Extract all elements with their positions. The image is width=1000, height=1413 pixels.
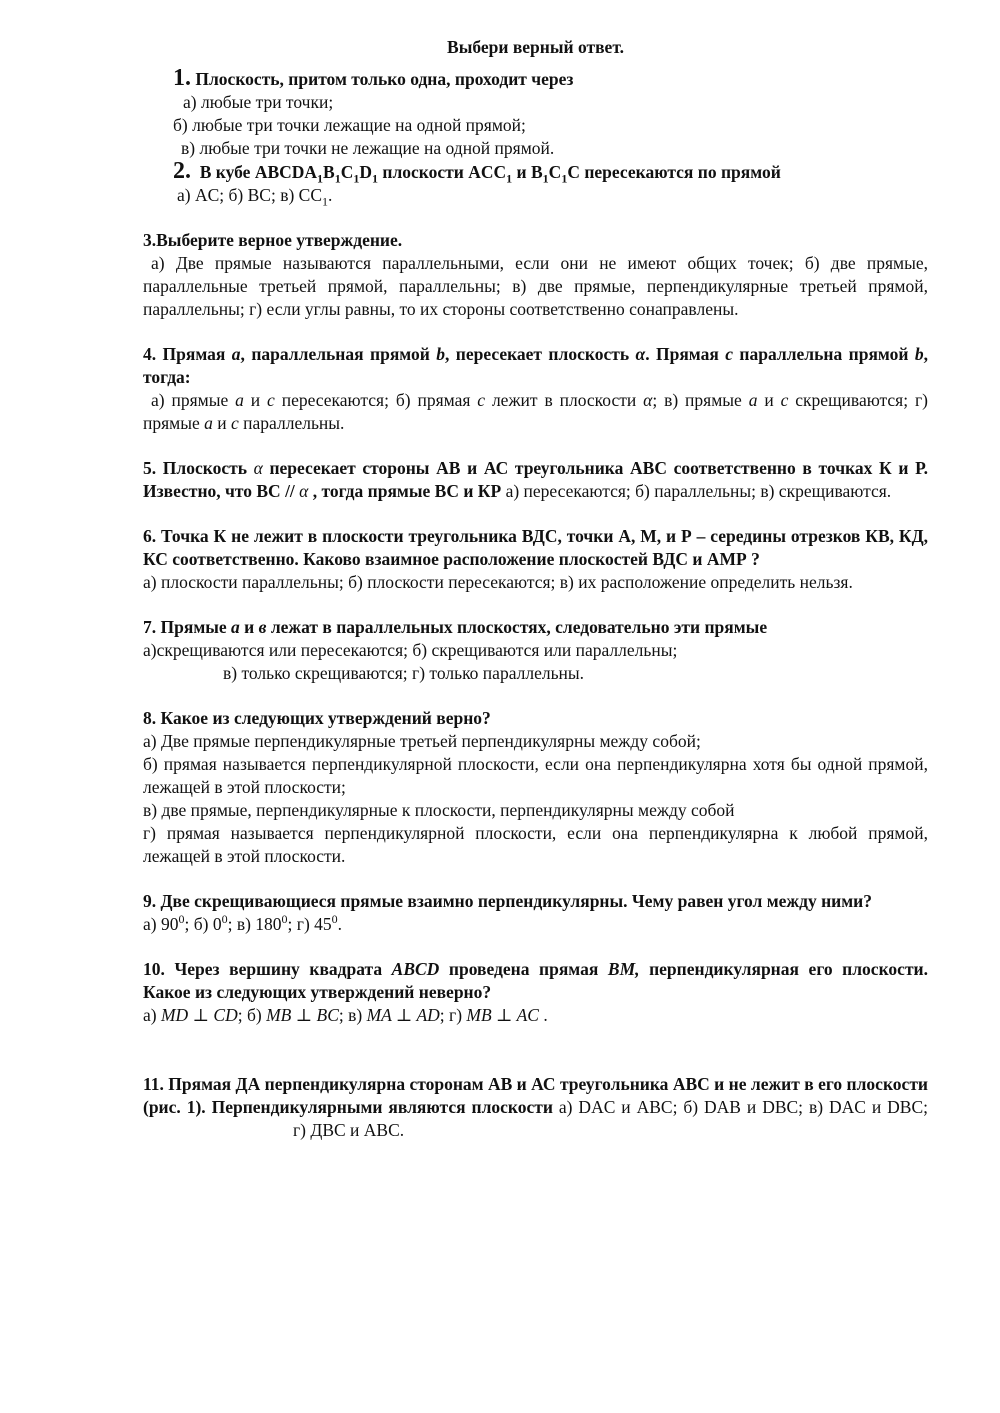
question-4-options: а) прямые а и с пересекаются; б) прямая с лежит в плоскости α; в) прямые а и с скрещиваются; г) прямые а и с параллельны. bbox=[143, 390, 928, 433]
question-3-title: 3.Выберите верное утверждение. bbox=[143, 230, 403, 250]
question-10: 10. Через вершину квадрата ABCD проведена прямая BM, перпендикулярная его плоскости. Какое из следующих утверждений неверно? bbox=[143, 959, 928, 1002]
question-9: 9. Две скрещивающиеся прямые взаимно перпендикулярны. Чему равен угол между ними? bbox=[143, 891, 872, 911]
question-11-option-d: г) ДВС и АВС. bbox=[293, 1120, 405, 1140]
question-8-option-b: б) прямая называется перпендикулярной плоскости, если она перпендикулярна хотя бы одной прямой, лежащей в этой плоскости; bbox=[143, 754, 928, 797]
question-1-text: Плоскость, притом только одна, проходит через bbox=[195, 69, 574, 89]
question-5-options: а) пересекаются; б) параллельны; в) скрещиваются. bbox=[501, 481, 892, 501]
question-4: 4. Прямая а, параллельная прямой b, пересекает плоскость α. Прямая с параллельна прямой b, тогда: bbox=[143, 344, 928, 387]
question-1-number: 1. bbox=[173, 65, 191, 91]
question-9-options: а) $90^0$; б) $0^0$; в) $180^0$; г) $45^0$. bbox=[143, 912, 343, 934]
question-5: 5. Плоскость α пересекает стороны АВ и АС треугольника АВС соответственно в точках К и Р. Известно, что ВС // α , тогда прямые ВС и КР а) пересекаются; б) параллельны; в) скрещиваются. bbox=[143, 458, 928, 501]
question-1-option-c: в) любые три точки не лежащие на одной прямой. bbox=[181, 138, 555, 158]
question-2 bbox=[143, 160, 928, 184]
question-1-option-b: б) любые три точки лежащие на одной прямой; bbox=[173, 115, 526, 135]
question-8-option-a: а) Две прямые перпендикулярные третьей перпендикулярны между собой; bbox=[143, 731, 701, 751]
question-6-options: а) плоскости параллельны; б) плоскости пересекаются; в) их расположение определить нельзя. bbox=[143, 572, 853, 592]
question-8-title: 8. Какое из следующих утверждений верно? bbox=[143, 708, 491, 728]
page-title: Выбери верный ответ. bbox=[447, 37, 624, 57]
question-8-option-d: г) прямая называется перпендикулярной плоскости, если она перпендикулярна к любой прямой, лежащей в этой плоскости. bbox=[143, 823, 928, 866]
worksheet bbox=[143, 36, 928, 1142]
question-2-number: 2. bbox=[173, 158, 191, 184]
question-7-options-line-2: в) только скрещиваются; г) только параллельны. bbox=[223, 663, 585, 683]
question-10-options: а) MD ⊥ CD; б) MB ⊥ BC; в) MA ⊥ AD; г) MB ⊥ AC . bbox=[143, 1005, 548, 1025]
question-3-options: а) Две прямые называются параллельными, если они не имеют общих точек; б) две прямые, параллельные третьей прямой, параллельны; в) две прямые, перпендикулярные третьей прямой, параллельны; г) если углы равны, то их стороны соответственно сонаправлены. bbox=[143, 253, 928, 319]
question-7-options-line-1: а)скрещиваются или пересекаются; б) скрещиваются или параллельны; bbox=[143, 640, 678, 660]
question-7: 7. Прямые а и в лежат в параллельных плоскостях, следовательно эти прямые bbox=[143, 617, 768, 637]
question-6: 6. Точка К не лежит в плоскости треугольника ВДС, точки А, М, и Р – середины отрезков КВ, КД, КС соответственно. Каково взаимное расположение плоскостей ВДС и АМР ? bbox=[143, 526, 928, 569]
question-8-option-c: в) две прямые, перпендикулярные к плоскости, перпендикулярны между собой bbox=[143, 800, 735, 820]
question-11-options: а) DAC и ABC; б) DAB и DBC; в) DAC и DBC; bbox=[552, 1097, 928, 1117]
question-2-text: В кубе $ABCDA_1B_1C_1D_1$ плоскости $ACC_1$ и $B_1C_1C$ пересекаются по прямой bbox=[199, 162, 781, 186]
question-11: 11. Прямая ДА перпендикулярна сторонам АВ и АС треугольника АВС и не лежит в его плоскости (рис. 1). Перпендикулярными являются плоскости а) DAC и ABC; б) DAB и DBC; в) DAC и DBC;г) ДВС и АВС. bbox=[143, 1074, 928, 1140]
question-2-options: а) AC; б) BC; в) $CC_1$. bbox=[177, 185, 333, 209]
question-1 bbox=[143, 67, 928, 91]
question-1-option-a: а) любые три точки; bbox=[183, 92, 334, 112]
